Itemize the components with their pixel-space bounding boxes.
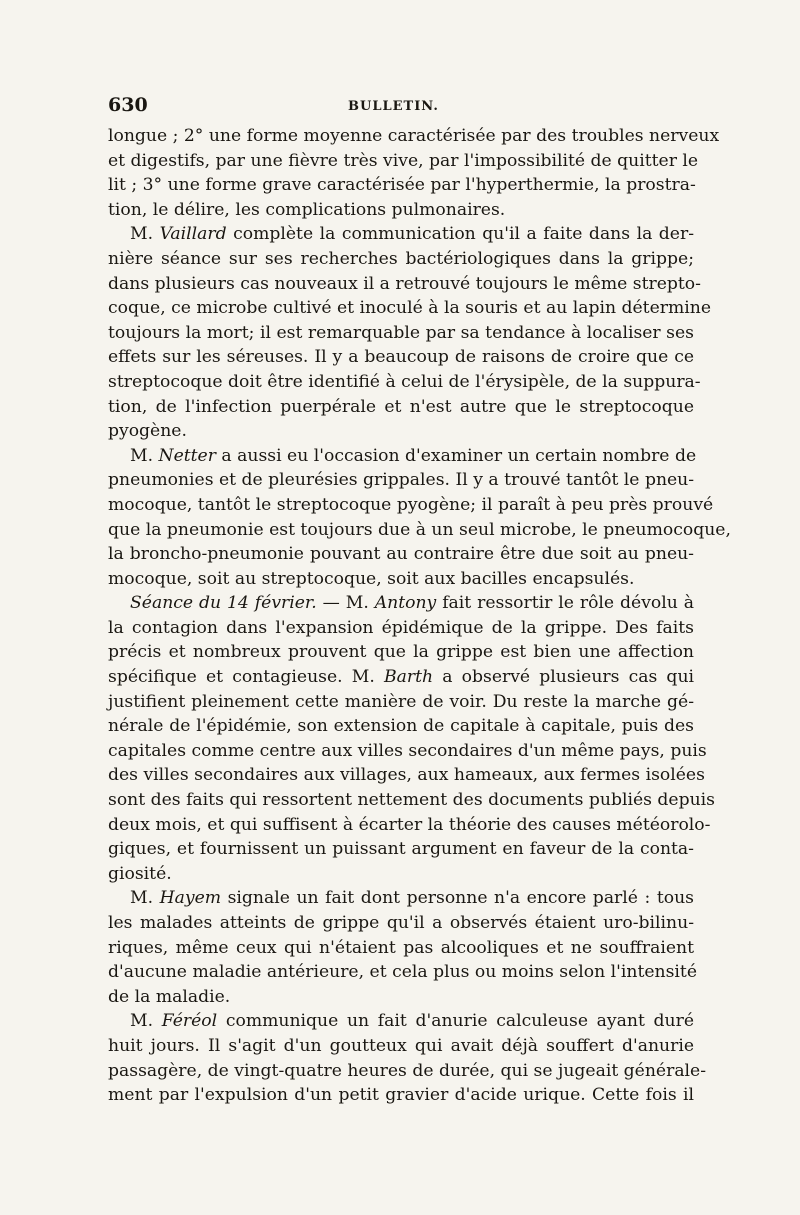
text-line: deux mois, et qui suffisent à écarter la théorie des causes météorolo-	[108, 814, 711, 835]
paragraph-netter	[108, 444, 731, 592]
text-line: la broncho-pneumonie pouvant au contraire être due soit au pneu-	[108, 544, 694, 565]
text-line: les malades atteints de grippe qu'il a observés étaient uro-bilinu-	[108, 913, 694, 933]
text-line: tion, le délire, les complications pulmonaires.	[108, 199, 506, 220]
speaker-name: Vaillard	[159, 224, 227, 245]
text-line: lit ; 3° une forme grave caractérisée par l'hyperthermie, la prostra-	[108, 175, 696, 196]
text-fragment: fait ressortir le rôle dévolu à	[436, 593, 694, 614]
speaker-prefix: M.	[130, 1011, 162, 1032]
text-line	[108, 591, 694, 616]
speaker-name: Hayem	[159, 888, 222, 909]
text-line: mocoque, soit au streptocoque, soit aux bacilles encapsulés.	[108, 568, 635, 589]
paragraph-hayem	[108, 886, 698, 1009]
text-line: effets sur les séreuses. Il y a beaucoup de raisons de croire que ce	[108, 347, 694, 368]
text-fragment: — M.	[316, 593, 375, 614]
text-line: streptocoque doit être identifié à celui de l'érysipèle, de la suppura-	[108, 371, 701, 392]
text-line: riques, même ceux qui n'étaient pas alcooliques et ne souffraient	[108, 937, 694, 958]
page-content	[108, 94, 731, 1108]
text-line	[108, 886, 694, 911]
text-line: dans plusieurs cas nouveaux il a retrouvé toujours le même strepto-	[108, 273, 701, 294]
speaker-name: Barth	[384, 667, 434, 688]
text-line: giques, et fournissent un puissant argument en faveur de la conta-	[108, 839, 694, 860]
paragraph-fereol	[108, 1009, 707, 1107]
text-line	[108, 222, 694, 247]
running-head	[108, 94, 694, 120]
speaker-prefix: M.	[130, 224, 160, 245]
text-line: pyogène.	[108, 421, 187, 442]
text-line: de la maladie.	[108, 986, 231, 1007]
text-line	[108, 665, 694, 690]
session-date: Séance du 14 février.	[130, 593, 317, 614]
text-line: justifient pleinement cette manière de voir. Du reste la marche gé-	[108, 691, 694, 712]
text-line: d'aucune maladie antérieure, et cela plus ou moins selon l'intensité	[108, 962, 698, 983]
text-fragment: signale un fait dont personne n'a encore parlé : tous	[221, 888, 694, 909]
text-fragment: complète la communication qu'il a faite dans la der-	[226, 224, 694, 245]
text-line: nérale de l'épidémie, son extension de capitale à capitale, puis des	[108, 716, 694, 737]
text-line: capitales comme centre aux villes secondaires d'un même pays, puis	[108, 740, 707, 761]
text-line	[108, 444, 697, 469]
text-line: pneumonies et de pleurésies grippales. Il y a trouvé tantôt le pneu-	[108, 470, 695, 491]
text-line	[108, 1009, 694, 1034]
text-line: que la pneumonie est toujours due à un seul microbe, le pneumocoque,	[108, 519, 731, 540]
text-line: la contagion dans l'expansion épidémique de la grippe. Des faits	[108, 617, 694, 638]
text-line: toujours la mort; il est remarquable par sa tendance à localiser ses	[108, 322, 694, 343]
text-line: nière séance sur ses recherches bactériologiques dans la grippe;	[108, 248, 694, 269]
paragraph-vaillard	[108, 222, 712, 443]
running-title: BULLETIN.	[348, 99, 439, 114]
text-fragment: a observé plusieurs cas qui	[433, 667, 695, 688]
speaker-prefix: M.	[130, 445, 159, 466]
text-line: et digestifs, par une fièvre très vive, par l'impossibilité de quitter le	[108, 150, 699, 171]
text-line: sont des faits qui ressortent nettement des documents publiés depuis	[108, 790, 715, 811]
text-line: tion, de l'infection puerpérale et n'est autre que le streptocoque	[108, 396, 694, 417]
speaker-name: Féréol	[161, 1011, 218, 1032]
text-line: longue ; 2° une forme moyenne caractérisée par des troubles nerveux	[108, 126, 720, 146]
paragraph-seance-14-fevrier	[108, 591, 715, 886]
text-line: coque, ce microbe cultivé et inoculé à la souris et au lapin détermine	[108, 298, 712, 319]
text-line: giosité.	[108, 863, 172, 884]
paragraph-1	[108, 124, 720, 222]
text-line: des villes secondaires aux villages, aux hameaux, aux fermes isolées	[108, 765, 705, 786]
text-line: mocoque, tantôt le streptocoque pyogène; il paraît à peu près prouvé	[108, 494, 714, 515]
speaker-name: Netter	[158, 445, 216, 466]
speaker-name: Antony	[374, 593, 437, 614]
text-line: passagère, de vingt-quatre heures de durée, qui se jugeait générale-	[108, 1060, 707, 1081]
text-line: ment par l'expulsion d'un petit gravier d'acide urique. Cette fois il	[108, 1085, 694, 1106]
text-line: précis et nombreux prouvent que la grippe est bien une affection	[108, 642, 694, 663]
text-fragment: a aussi eu l'occasion d'examiner un certain nombre de	[215, 445, 697, 466]
page-number: 630	[108, 94, 148, 116]
text-line: huit jours. Il s'agit d'un goutteux qui avait déjà souffert d'anurie	[108, 1035, 694, 1056]
text-fragment: spécifique et contagieuse. M.	[108, 667, 375, 688]
speaker-prefix: M.	[130, 888, 160, 909]
text-fragment: communique un fait d'anurie calculeuse ayant duré	[217, 1011, 695, 1032]
